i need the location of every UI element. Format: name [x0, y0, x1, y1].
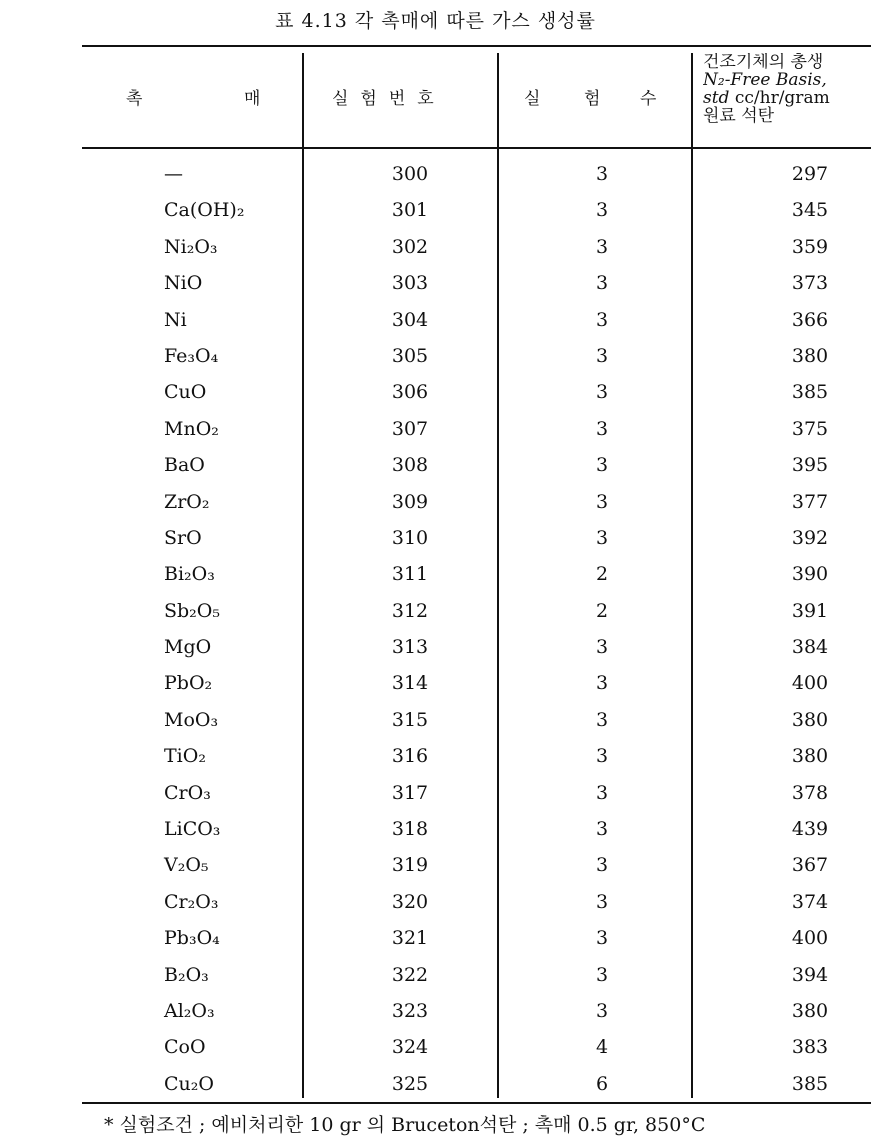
run-count-cell: 3: [595, 526, 609, 549]
table-row: [0, 303, 871, 339]
gas-production-cell: 359: [791, 235, 829, 258]
run-count-cell: 3: [595, 708, 609, 731]
run-number-cell: 320: [391, 890, 429, 913]
gas-production-cell: 391: [791, 599, 829, 622]
run-number-cell: 317: [391, 781, 429, 804]
header-bottom-rule: [82, 147, 871, 149]
header-gas-line-4: 원료 석탄: [703, 106, 775, 125]
run-number-cell: 301: [391, 199, 429, 222]
gas-production-cell: 439: [791, 818, 829, 841]
header-gas-line-3: [703, 89, 871, 107]
gas-production-cell: 385: [791, 381, 829, 404]
table-row: [0, 157, 871, 193]
run-number-cell: 316: [391, 745, 429, 768]
header-count-char-2: 험: [584, 89, 601, 109]
gas-production-cell: 380: [791, 708, 829, 731]
run-number-cell: 315: [391, 708, 429, 731]
gas-production-cell: 380: [791, 745, 829, 768]
footnote: * 실험조건 ; 예비처리한 10 gr 의 Bruceton석탄 ; 촉매 0.5 gr, 850°C: [104, 1114, 706, 1136]
header-run-number: 실험번호: [332, 89, 446, 109]
catalyst-cell: Ni: [164, 308, 187, 331]
run-number-cell: 318: [391, 818, 429, 841]
header-catalyst-char-2: 매: [244, 89, 261, 109]
run-number-cell: 305: [391, 344, 429, 367]
run-number-cell: 323: [391, 999, 429, 1022]
run-number-cell: 300: [391, 163, 429, 185]
gas-production-cell: 378: [791, 781, 829, 804]
header-count-char-3: 수: [640, 89, 657, 109]
catalyst-cell: Al₂O₃: [164, 999, 215, 1022]
run-count-cell: 3: [595, 745, 609, 768]
run-count-cell: 3: [595, 308, 609, 331]
catalyst-cell: Pb₃O₄: [164, 927, 220, 950]
run-number-cell: 314: [391, 672, 429, 695]
table-row: [0, 776, 871, 812]
gas-production-cell: 380: [791, 344, 829, 367]
catalyst-cell: ZrO₂: [164, 490, 210, 513]
header-gas-line-3-rest: cc/hr/gram: [729, 88, 830, 108]
table-row: [0, 193, 871, 229]
table-row: [0, 994, 871, 1030]
gas-production-cell: 377: [791, 490, 829, 513]
run-count-cell: 3: [595, 672, 609, 695]
gas-production-cell: 375: [791, 417, 829, 440]
catalyst-cell: B₂O₃: [164, 963, 209, 986]
table-row: [0, 812, 871, 848]
gas-production-cell: 384: [791, 636, 829, 659]
table-row: [0, 521, 871, 557]
table-row: [0, 266, 871, 302]
run-count-cell: 3: [595, 854, 609, 877]
gas-production-cell: 400: [791, 927, 829, 950]
run-number-cell: 309: [391, 490, 429, 513]
run-number-cell: 302: [391, 235, 429, 258]
catalyst-cell: Ca(OH)₂: [164, 199, 245, 222]
catalyst-cell: MgO: [164, 636, 212, 659]
catalyst-cell: SrO: [164, 526, 202, 549]
gas-production-cell: 383: [791, 1036, 829, 1059]
table-row: [0, 703, 871, 739]
table-row: [0, 921, 871, 957]
run-count-cell: 3: [595, 272, 609, 295]
gas-production-cell: 373: [791, 272, 829, 295]
run-count-cell: 3: [595, 927, 609, 950]
run-count-cell: 2: [595, 599, 609, 622]
table-row: [0, 339, 871, 375]
gas-production-cell: 392: [791, 526, 829, 549]
run-count-cell: 3: [595, 381, 609, 404]
footnote-rule: [82, 1102, 871, 1104]
header-count-char-1: 실: [524, 89, 541, 109]
run-number-cell: 310: [391, 526, 429, 549]
table-row: [0, 666, 871, 702]
catalyst-cell: CoO: [164, 1036, 206, 1059]
table-row: [0, 594, 871, 630]
table-row: [0, 1030, 871, 1066]
run-number-cell: 306: [391, 381, 429, 404]
catalyst-cell: PbO₂: [164, 672, 213, 695]
run-number-cell: 311: [391, 563, 429, 586]
header-gas-line-3-italic: std: [703, 88, 730, 108]
run-number-cell: 304: [391, 308, 429, 331]
run-number-cell: 319: [391, 854, 429, 877]
gas-production-cell: 385: [791, 1072, 829, 1095]
table-row: [0, 557, 871, 593]
catalyst-cell: Fe₃O₄: [164, 344, 219, 367]
catalyst-cell: MoO₃: [164, 708, 219, 731]
run-count-cell: 3: [595, 781, 609, 804]
run-number-cell: 322: [391, 963, 429, 986]
catalyst-cell: —: [164, 163, 183, 185]
table-row: [0, 230, 871, 266]
catalyst-cell: CrO₃: [164, 781, 211, 804]
gas-production-cell: 395: [791, 454, 829, 477]
header-gas-production: [703, 53, 871, 125]
run-count-cell: 3: [595, 454, 609, 477]
table-row: [0, 630, 871, 666]
run-count-cell: 6: [595, 1072, 609, 1095]
run-number-cell: 307: [391, 417, 429, 440]
table-row: [0, 485, 871, 521]
run-number-cell: 324: [391, 1036, 429, 1059]
gas-production-cell: 345: [791, 199, 829, 222]
catalyst-cell: MnO₂: [164, 417, 219, 440]
catalyst-cell: V₂O₅: [164, 854, 209, 877]
header-gas-line-1: 건조기체의 총생: [703, 53, 824, 72]
run-number-cell: 313: [391, 636, 429, 659]
table-row: [0, 739, 871, 775]
run-count-cell: 4: [595, 1036, 609, 1059]
gas-production-cell: 297: [791, 163, 829, 185]
catalyst-cell: CuO: [164, 381, 207, 404]
table-row: [0, 448, 871, 484]
run-number-cell: 321: [391, 927, 429, 950]
header-gas-line-2: N₂-Free Basis,: [703, 70, 827, 90]
catalyst-cell: Sb₂O₅: [164, 599, 220, 622]
catalyst-cell: NiO: [164, 272, 203, 295]
gas-production-cell: 374: [791, 890, 829, 913]
run-count-cell: 3: [595, 235, 609, 258]
gas-production-cell: 400: [791, 672, 829, 695]
gas-production-cell: 367: [791, 854, 829, 877]
run-count-cell: 3: [595, 999, 609, 1022]
run-number-cell: 303: [391, 272, 429, 295]
table-row: [0, 958, 871, 994]
run-count-cell: 3: [595, 199, 609, 222]
run-number-cell: 308: [391, 454, 429, 477]
table-row: [0, 848, 871, 884]
run-count-cell: 3: [595, 890, 609, 913]
catalyst-cell: Cu₂O: [164, 1072, 214, 1095]
run-number-cell: 312: [391, 599, 429, 622]
catalyst-cell: Bi₂O₃: [164, 563, 215, 586]
catalyst-cell: LiCO₃: [164, 818, 221, 841]
header-catalyst-char-1: 촉: [126, 89, 143, 109]
catalyst-cell: Cr₂O₃: [164, 890, 219, 913]
run-count-cell: 3: [595, 490, 609, 513]
run-count-cell: 3: [595, 963, 609, 986]
table-row: [0, 1067, 871, 1103]
header-top-rule: [82, 45, 871, 47]
run-count-cell: 3: [595, 163, 609, 185]
run-count-cell: 3: [595, 636, 609, 659]
gas-production-cell: 390: [791, 563, 829, 586]
catalyst-cell: TiO₂: [164, 745, 206, 768]
table-title: 표 4.13 각 촉매에 따른 가스 생성률: [275, 10, 596, 32]
table-row: [0, 885, 871, 921]
table-row: [0, 375, 871, 411]
run-count-cell: 3: [595, 344, 609, 367]
catalyst-cell: BaO: [164, 454, 205, 477]
table-row: [0, 412, 871, 448]
gas-production-cell: 394: [791, 963, 829, 986]
run-count-cell: 3: [595, 417, 609, 440]
gas-production-cell: 380: [791, 999, 829, 1022]
run-count-cell: 3: [595, 818, 609, 841]
run-number-cell: 325: [391, 1072, 429, 1095]
table-body: [0, 157, 871, 1103]
gas-production-cell: 366: [791, 308, 829, 331]
run-count-cell: 2: [595, 563, 609, 586]
catalyst-cell: Ni₂O₃: [164, 235, 218, 258]
